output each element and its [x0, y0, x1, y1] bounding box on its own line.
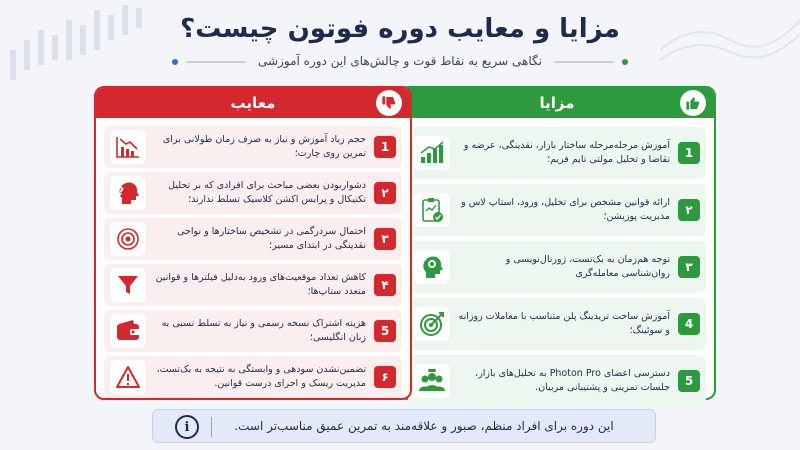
item-number: ۲: [678, 199, 700, 221]
declining-chart-icon: [110, 130, 146, 164]
item-text: دشوار‌بودن بعضی مباحث برای افرادی که بر تحلیل تکنیکال و پرایس اکشن کلاسیک تسلط ندارند؛: [168, 180, 366, 205]
thumbs-up-icon: [680, 90, 706, 116]
clipboard-check-icon: [414, 193, 450, 227]
item-text: دسترسی اعضای Photon Pro به تحلیل‌های بازار، جلسات تمرینی و پشتیبانی مربیان.: [475, 368, 670, 393]
pros-item: [408, 355, 706, 407]
thumbs-down-icon: [376, 90, 402, 116]
blue-dot-icon: [172, 59, 178, 65]
divider: [211, 417, 212, 437]
funnel-icon: [110, 268, 146, 302]
item-text: آموزش ساخت تریدینگ پلن متناسب با معاملات روزانه و سوئینگ؛: [458, 311, 670, 336]
pros-header: [400, 88, 714, 118]
page-title: مزایا و معایب دوره فوتون چیست؟: [180, 14, 620, 44]
target-icon: [110, 222, 146, 256]
item-number: ۳: [374, 228, 396, 250]
bar-chart-icon: [414, 136, 450, 170]
pros-item: [408, 184, 706, 236]
item-text: کاهش تعداد موقعیت‌های ورود به‌دلیل فیلترها و قوانین متعدد ستاپ‌ها؛: [155, 272, 366, 297]
item-number: 1: [678, 142, 700, 164]
community-icon: [414, 364, 450, 398]
item-number: 4: [678, 313, 700, 335]
cons-item: [104, 310, 402, 352]
item-text: آموزش مرحله‌مرحله ساختار بازار، نقدینگی، عرضه و تقاضا و تحلیل مولتی تایم فریم؛: [463, 140, 670, 165]
pros-item: [408, 127, 706, 179]
item-text: تضمین‌نشدن سودهی و وابستگی به نتیجه به بک‌تست، مدیریت ریسک و اجرای درست قوانین.: [156, 364, 366, 389]
svg-text:?: ?: [117, 185, 124, 198]
pros-title: مزایا: [539, 94, 575, 112]
item-number: ۲: [374, 182, 396, 204]
item-number: 5: [374, 320, 396, 342]
item-text: توجه هم‌زمان به بک‌تست، ژورنال‌نویسی و روان‌شناسی معامله‌گری: [505, 254, 670, 279]
item-text: احتمال سردرگمی در تشخیص ساختارها و نواحی نقدینگی در ابتدای مسیر؛: [177, 226, 366, 251]
green-dot-icon: [622, 59, 628, 65]
pros-item: [408, 298, 706, 350]
subtitle-text: نگاهی سریع به نقاط قوت و چالش‌های این دوره آموزشی: [258, 54, 542, 68]
footer-note: [152, 409, 656, 443]
cons-item: [104, 172, 402, 214]
footer-text: این دوره برای افراد منظم، صبور و علاقه‌مند به تمرین عمیق مناسب‌تر است.: [234, 419, 614, 433]
item-text: هزینه اشتراک نسخه رسمی و نیاز به تسلط نسبی به زبان انگلیسی؛: [161, 318, 366, 343]
cons-title: معایب: [230, 94, 276, 112]
item-number: ۳: [678, 256, 700, 278]
cons-header: [96, 88, 410, 118]
pros-panel: [398, 86, 716, 400]
item-number: 1: [374, 136, 396, 158]
wallet-icon: [110, 314, 146, 348]
divider: [554, 61, 614, 63]
target-icon: [414, 307, 450, 341]
item-number: ۴: [374, 274, 396, 296]
divider: [186, 61, 246, 63]
item-number: ۶: [374, 366, 396, 388]
cons-panel: [94, 86, 412, 400]
info-icon: i: [175, 415, 199, 439]
page-subtitle: [0, 54, 800, 68]
item-text: ارائه قوانین مشخص برای تحلیل، ورود، استاپ لاس و مدیریت پوزیشن؛: [461, 197, 670, 222]
cons-item: [104, 356, 402, 398]
cons-item: [104, 264, 402, 306]
brain-head-icon: [414, 250, 450, 284]
question-head-icon: [110, 176, 146, 210]
warning-icon: [110, 360, 146, 394]
cons-item: [104, 126, 402, 168]
item-number: 5: [678, 370, 700, 392]
cons-item: [104, 218, 402, 260]
pros-item: [408, 241, 706, 293]
item-text: حجم زیاد آموزش و نیاز به صرف زمان طولانی برای تمرین روی چارت؛: [162, 134, 366, 159]
